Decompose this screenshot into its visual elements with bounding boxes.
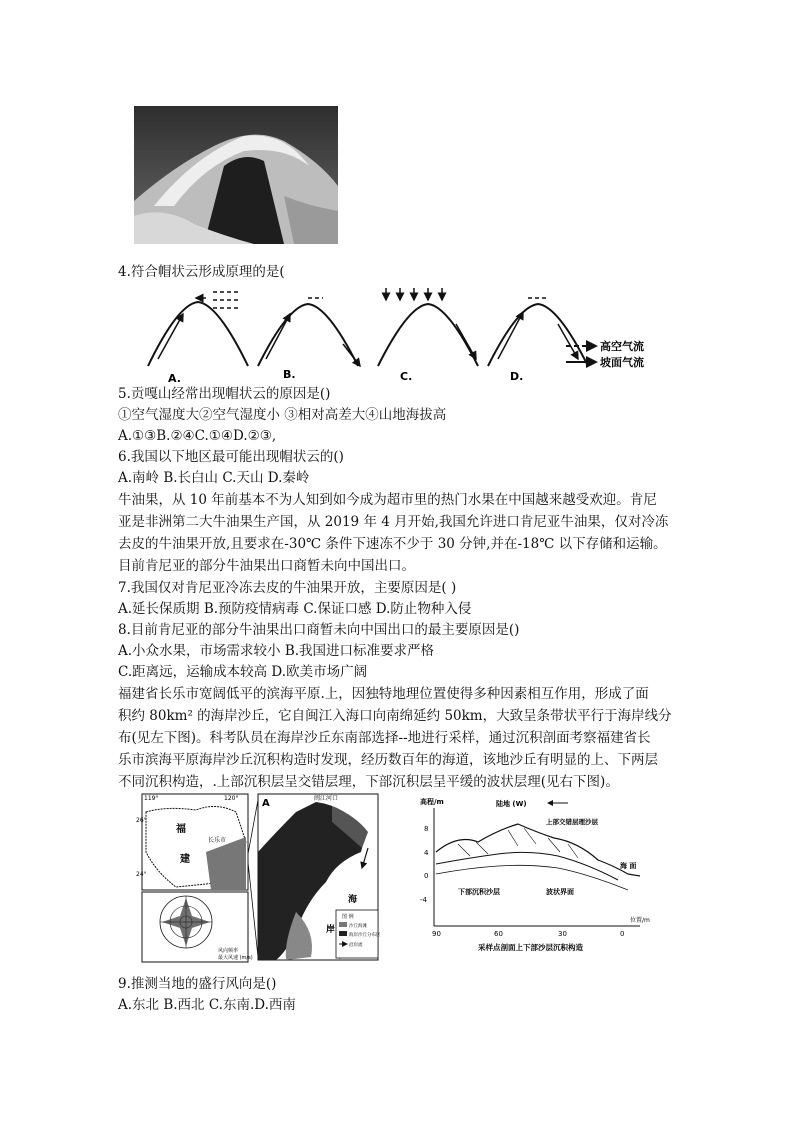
q5-options: A.①③B.②④C.①④D.②③, [118,428,277,444]
map-label-an: 岸 [326,925,336,935]
cap-cloud-diagram [138,284,678,384]
profile-xtick-0: 0 [620,930,625,938]
profile-ytick-neg4: -4 [420,896,427,904]
svg-text:A: A [262,798,270,809]
diagram-label-a: A. [168,372,181,384]
passage1-line1: 牛油果，从 10 年前基本不为人知到如今成为超市里的热门水果在中国越来越受欢迎。肯尼 [118,492,657,508]
profile-label-upper: 上部交错层理沙层 [546,818,598,826]
cap-cloud-photo [134,106,338,244]
legend-max-wind: 最大风速 (m/s) [218,955,253,961]
profile-ytick-4: 4 [424,849,429,857]
profile-label-land: 陆地 (W) [496,800,527,808]
passage1-line4: 目前肯尼亚的部分牛油果出口商暂未向中国出口。 [118,558,415,574]
q8-options-2: C.距离远，运输成本较高 D.欧美市场广阔 [118,664,368,680]
passage2-line3: 布(见左下图)。科考队员在海岸沙丘东南部选择--地进行采样，通过沉积剖面考察福建省长 [118,730,651,746]
map-label-minjiang: 闽江河口 [314,795,339,802]
lat-label-26: 26° [136,817,147,824]
q6-stem: 6.我国以下地区最可能出现帽状云的() [118,449,344,465]
passage1-line3: 去皮的牛油果开放,且要求在-30℃ 条件下速冻不少于 30 分钟,并在-18℃ 以下存储和运输。 [118,536,667,552]
q4-stem: 4.符合帽状云形成原理的是( [118,264,285,280]
lon-label-120: 120° [224,795,239,802]
legend-wind-freq: 风向频率 [218,948,239,954]
legend-high-air: 高空气流 [600,340,644,353]
diagram-label-b: B. [283,368,296,381]
q6-options: A.南岭 B.长白山 C.天山 D.秦岭 [118,470,310,486]
legend-slope-air: 坡面气流 [600,356,644,369]
profile-xunit: 位置/m [630,917,650,924]
q7-options: A.延长保质期 B.预防疫情病毒 C.保证口感 D.防止物种入侵 [118,601,472,617]
profile-xtick-60: 60 [494,930,503,938]
q9-options: A.东北 B.西北 C.东南.D.西南 [118,997,296,1013]
coastal-dune-map [136,792,410,964]
lat-label-24: 24° [136,871,147,878]
map-label-changle: 长乐市 [208,837,227,844]
profile-ylabel: 高程/m [420,798,444,806]
map-legend-current: 沿岸流 [349,943,363,948]
diagram-label-d: D. [510,370,524,383]
map-label-jian: 建 [180,854,190,865]
profile-ytick-0: 0 [424,872,429,880]
sediment-profile-chart [418,794,660,970]
q9-stem: 9.推测当地的盛行风向是() [118,976,277,992]
profile-label-sea: 海 面 [620,862,637,870]
profile-xtick-30: 30 [558,930,567,938]
q5-stem: 5.贡嘎山经常出现帽状云的原因是() [118,386,331,402]
profile-xtick-90: 90 [432,930,441,938]
map-label-hai: 海 [348,895,358,905]
lon-label-119: 119° [144,795,159,802]
map-legend-beach: 沙丘海滩 [349,924,367,929]
profile-caption: 采样点剖面上下部沙层沉积构造 [478,943,583,952]
passage1-line2: 亚是非洲第二大牛油果生产国，从 2019 年 4 月开始,我国允许进口肯尼亚牛油果，仅对冷冻 [118,514,669,530]
q7-stem: 7.我国仅对肯尼亚冷冻去皮的牛油果开放，主要原因是( ) [118,580,457,596]
map-legend-title: 图 例 [342,914,354,920]
profile-ytick-8: 8 [424,825,429,833]
profile-label-lower: 下部沉积沙层 [458,888,500,896]
diagram-label-c: C. [400,370,413,383]
passage2-line5: 不同沉积构造，.上部沉积层呈交错层理，下部沉积层呈平缓的波状层理(见右下图)。 [118,774,619,790]
passage2-line2: 积约 80km² 的海岸沙丘，它自闽江入海口向南绵延约 50km，大致呈条带状平行于海岸线分 [118,708,672,724]
map-legend-dune: 海岸沙丘分布区 [349,933,381,938]
profile-label-interface: 波状界面 [546,888,574,896]
map-label-fu: 福 [176,824,186,835]
q5-items: ①空气湿度大②空气湿度小 ③相对高差大④山地海拔高 [118,407,447,423]
passage2-line4: 乐市滨海平原海岸沙丘沉积构造时发现，经历数百年的海道，该地沙丘有明显的上、下两层 [118,752,658,768]
passage2-line1: 福建省长乐市宽阔低平的滨海平原.上，因独特地理位置使得多种因素相互作用，形成了面 [118,686,649,702]
q8-options-1: A.小众水果，市场需求较小 B.我国进口标准要求严格 [118,643,435,659]
q8-stem: 8.目前肯尼亚的部分牛油果出口商暂未向中国出口的最主要原因是() [118,622,520,638]
